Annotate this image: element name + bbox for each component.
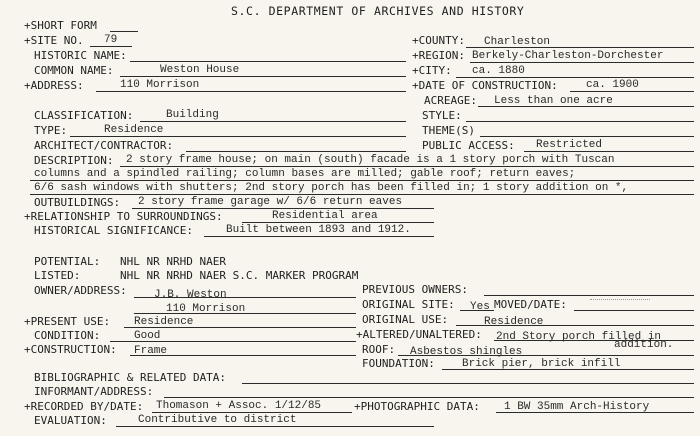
construction-line: [130, 355, 356, 356]
region-line: [470, 62, 694, 63]
photographic-line: [496, 412, 694, 413]
type-label: TYPE:: [34, 124, 68, 137]
informant-label: INFORMANT/ADDRESS:: [34, 385, 154, 398]
owner-value-2: 110 Morrison: [166, 303, 246, 315]
original-use-line: [456, 325, 694, 326]
date-construction-value: ca. 1900: [586, 79, 639, 91]
previous-owners-label: PREVIOUS OWNERS:: [362, 283, 468, 296]
historical-significance-line: [204, 236, 434, 237]
county-label: +COUNTY:: [412, 34, 465, 47]
faint-mark: [590, 299, 650, 301]
relationship-line: [242, 222, 434, 223]
architect-label: ARCHITECT/CONTRACTOR:: [34, 139, 174, 152]
style-line: [466, 121, 694, 122]
site-no-label: +SITE NO.: [24, 34, 84, 47]
moved-date-line: [574, 310, 694, 311]
short-form-line: [110, 31, 138, 32]
roof-value: Asbestos shingles: [410, 346, 523, 358]
bibliographic-line: [242, 383, 694, 384]
relationship-value: Residential area: [272, 210, 378, 222]
historical-significance-label: HISTORICAL SIGNIFICANCE:: [34, 224, 193, 237]
public-access-value: Restricted: [536, 139, 603, 151]
owner-line-2: [134, 313, 356, 314]
classification-label: CLASSIFICATION:: [34, 109, 134, 122]
outbuildings-line: [132, 208, 434, 209]
description-line-3: 6/6 sash windows with shutters; 2nd story porch has been filled in; 1 story addition on *,: [34, 182, 629, 194]
foundation-value: Brick pier, brick infill: [462, 358, 621, 370]
outbuildings-value: 2 story frame garage w/ 6/6 return eaves: [138, 196, 403, 208]
roof-line: [398, 355, 694, 356]
style-label: STYLE:: [422, 109, 462, 122]
original-use-label: ORIGINAL USE:: [362, 313, 449, 326]
potential-options: NHL NR NRHD NAER: [120, 255, 226, 268]
themes-line: [480, 136, 694, 137]
original-site-line: [460, 310, 494, 311]
historic-name-line: [130, 61, 406, 62]
county-line: [466, 47, 694, 48]
address-label: +ADDRESS:: [24, 79, 84, 92]
common-name-line: [120, 76, 406, 77]
foundation-line: [442, 369, 694, 370]
acreage-label: ACREAGE:: [424, 94, 477, 107]
relationship-label: +RELATIONSHIP TO SURROUNDINGS:: [24, 210, 223, 223]
common-name-value: Weston House: [160, 64, 240, 76]
moved-date-label: MOVED/DATE:: [494, 298, 567, 311]
altered-value-1: 2nd Story porch filled in: [496, 331, 662, 343]
roof-label: ROOF:: [362, 343, 396, 356]
date-construction-label: +DATE OF CONSTRUCTION:: [412, 79, 558, 92]
listed-label: LISTED:: [34, 269, 81, 282]
city-line: [456, 77, 694, 78]
bibliographic-label: BIBLIOGRAPHIC & RELATED DATA:: [34, 371, 227, 384]
outbuildings-label: OUTBUILDINGS:: [34, 196, 121, 209]
foundation-label: FOUNDATION:: [362, 357, 435, 370]
historic-name-label: HISTORIC NAME:: [34, 49, 127, 62]
present-use-label: +PRESENT USE:: [24, 315, 111, 328]
city-label: +CITY:: [412, 64, 452, 77]
page-title: S.C. DEPARTMENT OF ARCHIVES AND HISTORY: [231, 4, 525, 18]
description-rule-1: [120, 166, 694, 167]
themes-label: THEME(S): [422, 124, 475, 137]
previous-owners-line: [484, 295, 694, 296]
site-no-line: [90, 46, 132, 47]
acreage-value: Less than one acre: [494, 95, 613, 107]
description-label: DESCRIPTION:: [34, 154, 114, 167]
original-use-value: Residence: [484, 316, 544, 328]
present-use-value: Residence: [134, 316, 194, 328]
description-rule-3: [30, 194, 694, 195]
common-name-label: COMMON NAME:: [34, 64, 114, 77]
original-site-value: Yes: [470, 301, 490, 313]
altered-line: [494, 340, 694, 341]
county-value: Charleston: [484, 36, 551, 48]
present-use-line: [124, 327, 356, 328]
owner-address-label: OWNER/ADDRESS:: [34, 284, 127, 297]
original-site-label: ORIGINAL SITE:: [362, 298, 455, 311]
potential-label: POTENTIAL:: [34, 255, 101, 268]
region-label: +REGION:: [412, 49, 465, 62]
description-line-2: columns and a spindled railing; column bases are milled; gable roof; return eaves;: [34, 168, 576, 180]
condition-label: CONDITION:: [34, 329, 101, 342]
recorded-by-label: +RECORDED BY/DATE:: [24, 400, 144, 413]
short-form-label: +SHORT FORM: [24, 19, 97, 32]
address-value: 110 Morrison: [120, 79, 200, 91]
listed-options: NHL NR NRHD NAER S.C. MARKER PROGRAM: [120, 269, 359, 282]
historical-significance-value: Built between 1893 and 1912.: [226, 224, 411, 236]
photographic-label: +PHOTOGRAPHIC DATA:: [354, 400, 480, 413]
informant-line: [164, 397, 694, 398]
owner-value-1: J.B. Weston: [154, 289, 227, 301]
recorded-by-line: [152, 412, 352, 413]
architect-line: [186, 151, 406, 152]
region-value: Berkely-Charleston-Dorchester: [472, 50, 664, 62]
description-line-1: 2 story frame house; on main (south) facade is a 1 story porch with Tuscan: [126, 154, 615, 166]
photographic-value: 1 BW 35mm Arch-History: [504, 401, 650, 413]
city-value: ca. 1880: [472, 65, 525, 77]
condition-line: [110, 341, 356, 342]
date-construction-line: [570, 91, 694, 92]
recorded-by-value: Thomason + Assoc. 1/12/85: [156, 400, 322, 412]
public-access-label: PUBLIC ACCESS:: [422, 139, 515, 152]
type-line: [70, 136, 406, 137]
evaluation-value: Contributive to district: [138, 414, 297, 426]
altered-value-2: addition.: [614, 339, 674, 351]
construction-value: Frame: [134, 345, 168, 357]
altered-label: +ALTERED/UNALTERED:: [356, 328, 482, 341]
address-line: [96, 91, 406, 92]
classification-value: Building: [166, 109, 219, 121]
classification-line: [140, 121, 406, 122]
public-access-line: [524, 151, 694, 152]
type-value: Residence: [104, 124, 164, 136]
description-rule-2: [30, 180, 694, 181]
owner-line-1: [134, 297, 356, 298]
condition-value: Good: [134, 330, 161, 342]
site-no-value: 79: [104, 34, 118, 46]
acreage-line: [478, 106, 694, 107]
evaluation-line: [116, 426, 434, 427]
construction-label: +CONSTRUCTION:: [24, 343, 117, 356]
evaluation-label: EVALUATION:: [34, 414, 107, 427]
